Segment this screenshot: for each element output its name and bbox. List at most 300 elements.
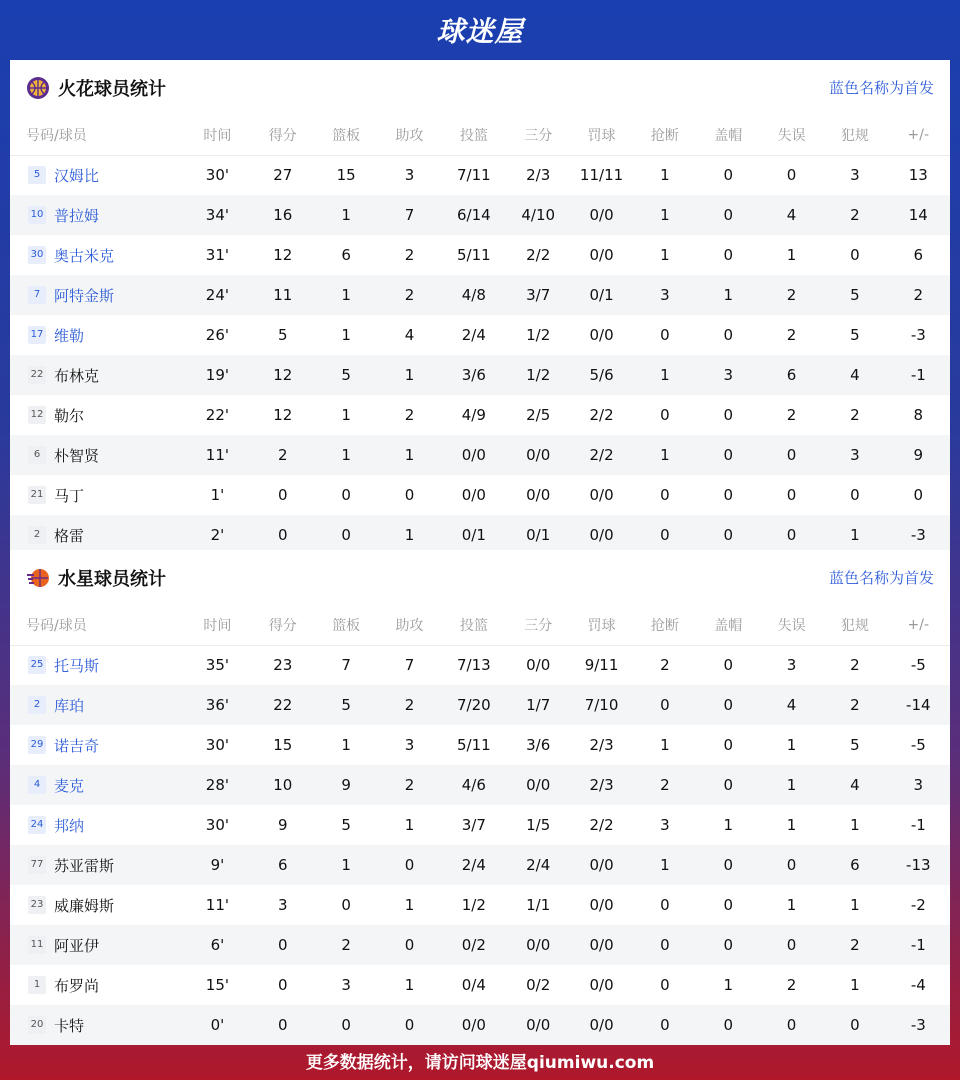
stat-cell: 14 — [887, 195, 950, 235]
stat-cell: 1 — [314, 275, 377, 315]
stat-cell: 9 — [278, 816, 288, 834]
jersey-number: 77 — [28, 856, 46, 874]
stat-cell: 5 — [314, 685, 377, 725]
stat-cell: 1 — [823, 515, 886, 555]
stat-cell: 5 — [823, 275, 886, 315]
jersey-number: 1 — [28, 976, 46, 994]
stat-cell: 1 — [341, 406, 351, 424]
stat-cell: 6 — [341, 246, 351, 264]
stat-cell: 0 — [723, 736, 733, 754]
table-row — [10, 235, 950, 275]
stat-cell: 0 — [723, 406, 733, 424]
stat-cell: 28' — [184, 765, 251, 805]
stat-cell: 1 — [314, 845, 377, 885]
stat-cell: 3/7 — [461, 816, 486, 834]
column-header: 得分 — [251, 605, 314, 645]
stat-cell: 1 — [404, 816, 415, 834]
stat-cell: 2/4 — [441, 845, 506, 885]
stat-cell: 2 — [850, 406, 860, 424]
stat-cell: 30' — [205, 736, 229, 754]
stat-cell: 3 — [660, 816, 670, 834]
stat-cell: 12 — [273, 246, 293, 264]
stat-cell: -1 — [887, 355, 950, 395]
stat-cell: 19' — [184, 355, 251, 395]
player-cell — [10, 685, 184, 725]
stat-cell: 0 — [660, 406, 670, 424]
table-row — [10, 885, 950, 925]
stat-cell: 4 — [760, 195, 823, 235]
column-header: 助攻 — [378, 115, 441, 155]
player-name: 麦克 — [54, 776, 85, 795]
stat-cell: 0/0 — [589, 896, 614, 914]
stat-cell: 0/0 — [570, 845, 633, 885]
stat-cell: 1 — [378, 355, 441, 395]
stat-cell: 2/3 — [589, 736, 614, 754]
stat-cell: 0 — [251, 515, 314, 555]
stat-cell: 4/8 — [441, 275, 506, 315]
stat-cell: 0/1 — [441, 515, 506, 555]
column-header: 三分 — [507, 605, 570, 645]
stat-cell: 1 — [633, 195, 696, 235]
stat-cell: 11' — [205, 896, 229, 914]
stat-cell: 0/0 — [507, 1005, 570, 1045]
stat-cell: 1 — [786, 816, 797, 834]
stat-cell: 7 — [341, 656, 351, 675]
player-cell — [10, 395, 184, 435]
jersey-number: 10 — [28, 206, 46, 224]
stat-cell: 11 — [251, 275, 314, 315]
player-name: 朴智贤 — [54, 446, 100, 465]
stat-cell: 0 — [760, 1005, 823, 1045]
stat-cell: 6 — [251, 845, 314, 885]
stat-cell: 0 — [697, 195, 760, 235]
column-header: 抢断 — [633, 115, 696, 155]
column-header: 助攻 — [378, 605, 441, 645]
mercury-basketball-icon — [26, 566, 50, 590]
stat-cell: -2 — [910, 896, 926, 914]
stat-cell: 0 — [378, 1005, 441, 1045]
stat-cell: 3 — [633, 275, 696, 315]
stat-cell: 2' — [184, 515, 251, 555]
player-cell — [10, 315, 184, 355]
table-row — [10, 645, 950, 685]
column-header: +/- — [887, 115, 950, 155]
jersey-number: 25 — [28, 656, 46, 674]
stat-cell: 0/0 — [589, 326, 614, 344]
stat-cell: 2/4 — [461, 326, 486, 344]
stat-cell: 0 — [760, 925, 823, 965]
table-row — [10, 195, 950, 235]
stat-cell: 0 — [633, 1005, 696, 1045]
stat-cell: 8 — [913, 406, 924, 424]
player-name: 威廉姆斯 — [54, 896, 115, 915]
stat-cell: 15 — [336, 166, 356, 185]
stat-cell: -5 — [910, 736, 926, 754]
stat-cell: 3 — [404, 166, 415, 185]
stat-cell: 7/13 — [456, 656, 491, 675]
stat-cell: 2 — [823, 195, 886, 235]
jersey-number: 29 — [28, 736, 46, 754]
stat-cell: -14 — [887, 685, 950, 725]
stat-cell: 5 — [314, 355, 377, 395]
stat-cell: 0 — [723, 896, 733, 914]
stat-cell: 3 — [697, 355, 760, 395]
stat-cell: 10 — [251, 765, 314, 805]
stat-cell: 2/2 — [526, 246, 551, 264]
column-header: 失误 — [760, 115, 823, 155]
stat-cell: 2 — [760, 275, 823, 315]
player-cell — [10, 475, 184, 515]
player-name: 托马斯 — [54, 656, 100, 675]
jersey-number: 6 — [28, 446, 46, 464]
stat-cell: 2 — [378, 765, 441, 805]
player-cell — [10, 1005, 184, 1045]
stat-cell: 16 — [251, 195, 314, 235]
stat-cell: 0/0 — [441, 435, 506, 475]
stat-cell: 0/2 — [441, 925, 506, 965]
stat-cell: 27 — [273, 166, 293, 185]
team-panel-mercury — [10, 550, 950, 1040]
stat-cell: 0 — [660, 976, 670, 994]
stat-cell: 1 — [786, 896, 797, 914]
stat-cell: 1 — [850, 976, 860, 994]
stat-cell: 0 — [760, 515, 823, 555]
stat-cell: 1 — [314, 435, 377, 475]
jersey-number: 20 — [28, 1016, 46, 1034]
stat-cell: 1 — [341, 736, 351, 754]
player-name: 阿特金斯 — [54, 286, 115, 305]
stat-cell: -5 — [910, 656, 926, 675]
brand-logo: 球迷屋 — [436, 15, 524, 48]
stat-cell: 2 — [378, 685, 441, 725]
stat-cell: 0 — [660, 896, 670, 914]
stat-cell: 0 — [823, 1005, 886, 1045]
stat-cell: 1 — [378, 515, 441, 555]
player-cell — [10, 725, 184, 765]
stat-cell: 6' — [184, 925, 251, 965]
player-cell — [10, 925, 184, 965]
jersey-number: 30 — [28, 246, 46, 264]
player-name: 布罗尚 — [54, 976, 100, 995]
stat-cell: 0 — [314, 515, 377, 555]
stat-cell: 2/2 — [589, 816, 614, 834]
stat-cell: 2 — [660, 656, 670, 675]
stat-cell: 1 — [850, 896, 860, 914]
stat-cell: 3/7 — [507, 275, 570, 315]
stat-cell: 1 — [633, 845, 696, 885]
stat-cell: 22' — [205, 406, 229, 424]
column-header: 时间 — [184, 605, 251, 645]
stat-cell: 2 — [850, 656, 860, 675]
stat-cell: 1/2 — [526, 326, 551, 344]
stat-cell: 4/9 — [461, 406, 486, 424]
stat-cell: 0 — [378, 925, 441, 965]
stat-cell: 0 — [697, 435, 760, 475]
jersey-number: 22 — [28, 366, 46, 384]
stat-cell: 0 — [633, 925, 696, 965]
stat-cell: 9/11 — [584, 656, 619, 675]
player-name: 卡特 — [54, 1016, 85, 1035]
stat-cell: 5/6 — [570, 355, 633, 395]
stat-cell: 7 — [378, 195, 441, 235]
stats-table — [10, 115, 950, 555]
jersey-number: 24 — [28, 816, 46, 834]
player-cell — [10, 765, 184, 805]
jersey-number: 7 — [28, 286, 46, 304]
stat-cell: 1/5 — [526, 816, 551, 834]
stat-cell: 35' — [205, 656, 229, 675]
table-header-row — [10, 605, 950, 645]
jersey-number: 17 — [28, 326, 46, 344]
stat-cell: 2 — [823, 685, 886, 725]
stat-cell: 5 — [850, 736, 860, 754]
player-cell — [10, 645, 184, 685]
player-cell — [10, 355, 184, 395]
jersey-number: 5 — [28, 166, 46, 184]
table-row — [10, 275, 950, 315]
stat-cell: -3 — [887, 1005, 950, 1045]
stat-cell: 0 — [697, 845, 760, 885]
stat-cell: 2 — [404, 406, 415, 424]
stat-cell: 3 — [850, 166, 860, 185]
stat-cell: 26' — [205, 326, 229, 344]
stat-cell: 5/11 — [456, 736, 491, 754]
stat-cell: 3 — [887, 765, 950, 805]
stat-cell: 11/11 — [579, 166, 624, 185]
stat-cell: 23 — [273, 656, 293, 675]
player-cell — [10, 235, 184, 275]
stat-cell: 12 — [251, 355, 314, 395]
starter-note: 蓝色名称为首发 — [828, 569, 934, 587]
stat-cell: 0 — [760, 435, 823, 475]
stat-cell: 1 — [660, 736, 670, 754]
stat-cell: 12 — [273, 406, 293, 424]
stat-cell: -3 — [910, 326, 926, 344]
column-header-player: 号码/球员 — [10, 605, 184, 645]
stat-cell: 1 — [697, 275, 760, 315]
stat-cell: 1/2 — [461, 896, 486, 914]
sparks-basketball-icon — [26, 76, 50, 100]
stat-cell: 3 — [404, 736, 415, 754]
stat-cell: 1 — [723, 816, 733, 834]
stat-cell: 11' — [184, 435, 251, 475]
stat-cell: 4/6 — [441, 765, 506, 805]
stat-cell: 0 — [660, 326, 670, 344]
stat-cell: 3 — [823, 435, 886, 475]
stat-cell: 7 — [404, 656, 415, 675]
column-header: 投篮 — [441, 605, 506, 645]
table-row — [10, 155, 950, 195]
table-row — [10, 685, 950, 725]
player-name: 邦纳 — [54, 816, 85, 835]
table-body — [10, 645, 950, 1045]
table-row — [10, 725, 950, 765]
footer-promo: 更多数据统计，请访问球迷屋qiumiwu.com — [305, 1052, 655, 1073]
stat-cell: 2 — [314, 925, 377, 965]
player-name: 布林克 — [54, 366, 100, 385]
table-row — [10, 395, 950, 435]
player-name: 阿亚伊 — [54, 936, 100, 955]
stat-cell: 2/2 — [570, 435, 633, 475]
stat-cell: 6 — [913, 246, 924, 264]
stat-cell: 5 — [341, 816, 351, 834]
stat-cell: 9' — [184, 845, 251, 885]
stat-cell: 1/1 — [526, 896, 551, 914]
stat-cell: 15 — [273, 736, 293, 754]
stat-cell: 0 — [723, 166, 733, 185]
stat-cell: 7/10 — [570, 685, 633, 725]
player-cell — [10, 805, 184, 845]
stat-cell: 1 — [633, 355, 696, 395]
stat-cell: 0 — [697, 1005, 760, 1045]
stat-cell: 0 — [404, 486, 415, 504]
column-header: 篮板 — [314, 605, 377, 645]
column-header: 犯规 — [823, 115, 886, 155]
stat-cell: 3 — [786, 656, 797, 675]
stat-cell: 2 — [823, 925, 886, 965]
column-header: 失误 — [760, 605, 823, 645]
stat-cell: 0 — [660, 486, 670, 504]
stat-cell: 0 — [850, 246, 860, 264]
stat-cell: 1/2 — [507, 355, 570, 395]
stat-cell: 22 — [251, 685, 314, 725]
table-header-row — [10, 115, 950, 155]
stat-cell: 0/0 — [507, 435, 570, 475]
stat-cell: 0 — [278, 976, 288, 994]
jersey-number: 11 — [28, 936, 46, 954]
stat-cell: 5 — [278, 326, 288, 344]
stat-cell: 2/4 — [507, 845, 570, 885]
stat-cell: 0 — [341, 486, 351, 504]
player-name: 维勒 — [54, 326, 85, 345]
stat-cell: 0/0 — [461, 486, 486, 504]
column-header: 投篮 — [441, 115, 506, 155]
panel-header — [10, 60, 950, 115]
stat-cell: 2 — [887, 275, 950, 315]
stat-cell: 0 — [697, 515, 760, 555]
stat-cell: 5 — [850, 326, 860, 344]
stat-cell: 7/11 — [456, 166, 491, 185]
table-body — [10, 155, 950, 555]
stat-cell: 0 — [278, 486, 288, 504]
stat-cell: 0/0 — [507, 925, 570, 965]
stat-cell: 1 — [850, 816, 860, 834]
stat-cell: 2 — [786, 406, 797, 424]
stat-cell: 4 — [760, 685, 823, 725]
stat-cell: 3 — [341, 976, 351, 994]
stat-cell: 0/0 — [570, 1005, 633, 1045]
stat-cell: 30' — [205, 166, 229, 185]
stat-cell: 3/6 — [441, 355, 506, 395]
stat-cell: 0 — [251, 1005, 314, 1045]
column-header: 罚球 — [570, 115, 633, 155]
stat-cell: -1 — [887, 925, 950, 965]
column-header: 三分 — [507, 115, 570, 155]
stat-cell: 1 — [786, 246, 797, 264]
player-name: 马丁 — [54, 486, 85, 505]
player-name: 勒尔 — [54, 406, 85, 425]
player-cell — [10, 845, 184, 885]
stat-cell: 0 — [341, 896, 351, 914]
column-header-player: 号码/球员 — [10, 115, 184, 155]
stat-cell: 2 — [251, 435, 314, 475]
stats-table — [10, 605, 950, 1045]
stat-cell: 0/0 — [526, 656, 551, 675]
stat-cell: 2 — [378, 275, 441, 315]
stat-cell: 2 — [786, 976, 797, 994]
stat-cell: 1/7 — [507, 685, 570, 725]
stat-cell: 0/2 — [526, 976, 551, 994]
stat-cell: 0' — [184, 1005, 251, 1045]
table-row — [10, 435, 950, 475]
stat-cell: 2/2 — [589, 406, 614, 424]
column-header: 抢断 — [633, 605, 696, 645]
stat-cell: 6/14 — [441, 195, 506, 235]
player-name: 库珀 — [54, 696, 85, 715]
stat-cell: 15' — [205, 976, 229, 994]
stat-cell: 3/6 — [526, 736, 551, 754]
stat-cell: 0/0 — [570, 925, 633, 965]
player-cell — [10, 965, 184, 1005]
stat-cell: 9 — [887, 435, 950, 475]
stat-cell: 2 — [786, 326, 797, 344]
player-cell — [10, 195, 184, 235]
stat-cell: 3 — [278, 896, 288, 914]
table-row — [10, 925, 950, 965]
stat-cell: 0 — [378, 845, 441, 885]
column-header: 罚球 — [570, 605, 633, 645]
player-name: 格雷 — [54, 526, 85, 545]
stat-cell: 1 — [633, 435, 696, 475]
table-row — [10, 1005, 950, 1045]
stat-cell: 0/1 — [570, 275, 633, 315]
stat-cell: 0 — [723, 326, 733, 344]
stat-cell: 0/1 — [507, 515, 570, 555]
stat-cell: 0 — [697, 685, 760, 725]
jersey-number: 23 — [28, 896, 46, 914]
stat-cell: 0 — [314, 1005, 377, 1045]
stat-cell: -13 — [887, 845, 950, 885]
stat-cell: 31' — [205, 246, 229, 264]
team-title-text: 水星球员统计 — [58, 568, 166, 590]
table-row — [10, 765, 950, 805]
stat-cell: 7/20 — [441, 685, 506, 725]
table-row — [10, 515, 950, 555]
column-header: 时间 — [184, 115, 251, 155]
stat-cell: 0 — [633, 685, 696, 725]
table-row — [10, 805, 950, 845]
stat-cell: 0 — [697, 765, 760, 805]
stat-cell: 1 — [341, 326, 351, 344]
stat-cell: 0 — [760, 845, 823, 885]
stat-cell: 2 — [404, 246, 415, 264]
stat-cell: 1' — [210, 486, 225, 504]
table-row — [10, 845, 950, 885]
stat-cell: 1 — [660, 166, 670, 185]
jersey-number: 2 — [28, 696, 46, 714]
starter-note: 蓝色名称为首发 — [828, 79, 934, 97]
stat-cell: 0 — [786, 486, 797, 504]
column-header: +/- — [887, 605, 950, 645]
player-cell — [10, 155, 184, 195]
column-header: 盖帽 — [697, 605, 760, 645]
player-cell — [10, 275, 184, 315]
player-cell — [10, 515, 184, 555]
stat-cell: 0/0 — [441, 1005, 506, 1045]
stat-cell: 4/10 — [507, 195, 570, 235]
stat-cell: 0 — [786, 166, 797, 185]
stat-cell: 0/0 — [589, 976, 614, 994]
